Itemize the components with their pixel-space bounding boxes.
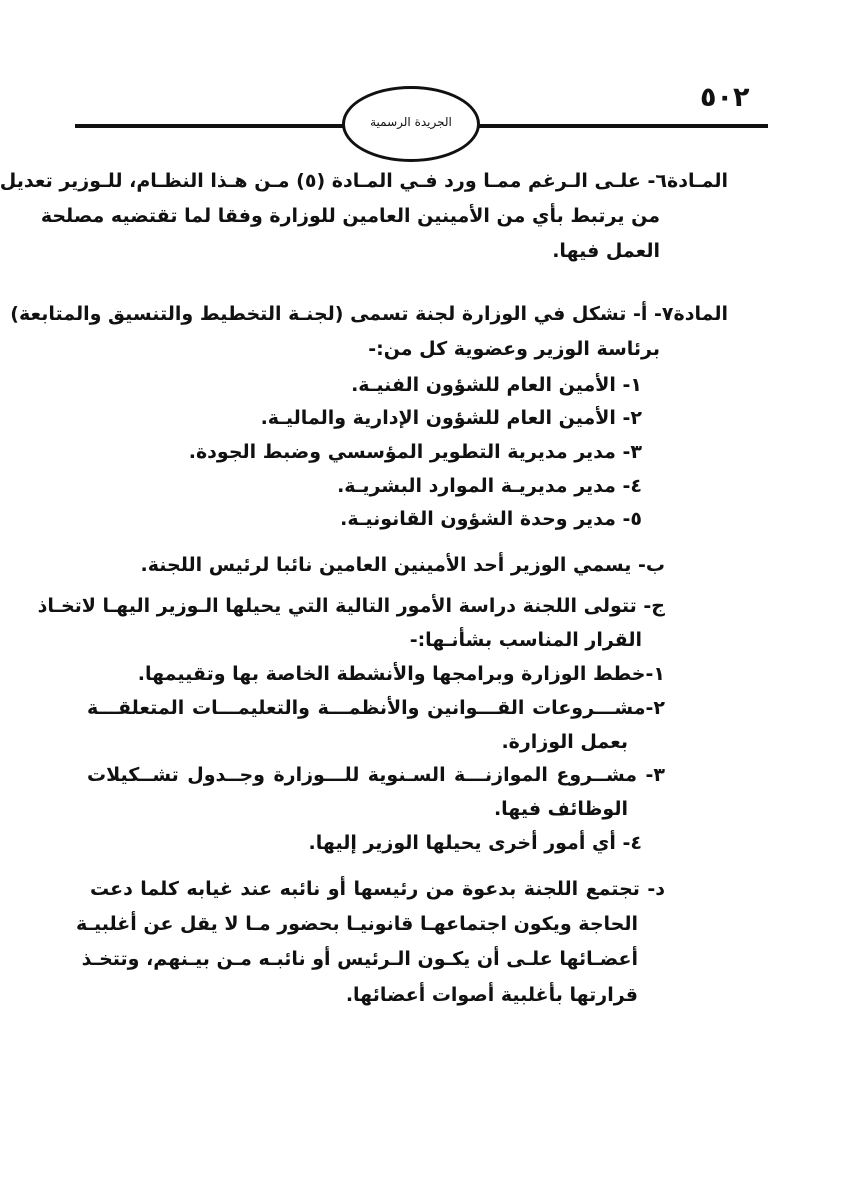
article7-d-line: أعضـائها علـى أن يكـون الـرئيس أو نائبـه مـن بيـنهم، وتتخـذ: [81, 948, 638, 970]
article7-d-line: د- تجتمع اللجنة بدعوة من رئيسها أو نائبه عند غيابه كلما دعت: [90, 878, 665, 900]
member-item: ٣- مدير مديرية التطوير المؤسسي وضبط الجودة.: [188, 441, 642, 463]
c-item-continuation: بعمل الوزارة.: [501, 731, 628, 753]
c-item: ٣- مشــروع الموازنـــة السـنوية للـــوزارة وجــدول تشــكيلات: [87, 764, 665, 786]
c-item: ٢-مشـــروعات القـــوانين والأنظمـــة والتعليمـــات المتعلقـــة: [87, 697, 665, 719]
article7-b-line: ب- يسمي الوزير أحد الأمينين العامين نائبا لرئيس اللجنة.: [140, 554, 665, 576]
article6-line: العمل فيها.: [552, 240, 660, 262]
article7-c-line: ج- تتولى اللجنة دراسة الأمور التالية التي يحيلها الـوزير اليهـا لاتخـاذ: [37, 595, 665, 617]
article6-line: المـادة٦- علـى الـرغم ممـا ورد فـي المـادة (٥) مـن هـذا النظـام، للـوزير تعديل: [0, 170, 728, 192]
header-ellipse: [342, 86, 480, 162]
member-item: ١- الأمين العام للشؤون الفنيـة.: [351, 374, 642, 396]
member-item: ٢- الأمين العام للشؤون الإدارية والماليـة.: [260, 407, 642, 429]
c-item: ١-خطط الوزارة وبرامجها والأنشطة الخاصة بها وتقييمها.: [137, 663, 665, 685]
page-number: ٥٠٢: [700, 82, 750, 113]
article6-line: من يرتبط بأي من الأمينين العامين للوزارة وفقا لما تقتضيه مصلحة: [40, 205, 660, 227]
member-item: ٥- مدير وحدة الشؤون القانونيـة.: [340, 508, 642, 530]
publication-title: الجريدة الرسمية: [370, 115, 452, 129]
article7-d-line: قرارتها بأغلبية أصوات أعضائها.: [345, 984, 638, 1006]
article7-d-line: الحاجة ويكون اجتماعهـا قانونيـا بحضور مـا لا يقل عن أغلبيـة: [75, 913, 638, 935]
article7-c-line: القرار المناسب بشأنـها:-: [409, 629, 642, 651]
member-item: ٤- مدير مديريـة الموارد البشريـة.: [337, 475, 642, 497]
article7-a-line: برئاسة الوزير وعضوية كل من:-: [368, 338, 660, 360]
article7-a-line: المادة٧- أ- تشكل في الوزارة لجنة تسمى (لجنـة التخطيط والتنسيق والمتابعة): [10, 303, 728, 325]
c-item: ٤- أي أمور أخرى يحيلها الوزير إليها.: [308, 832, 642, 854]
c-item-continuation: الوظائف فيها.: [493, 798, 628, 820]
